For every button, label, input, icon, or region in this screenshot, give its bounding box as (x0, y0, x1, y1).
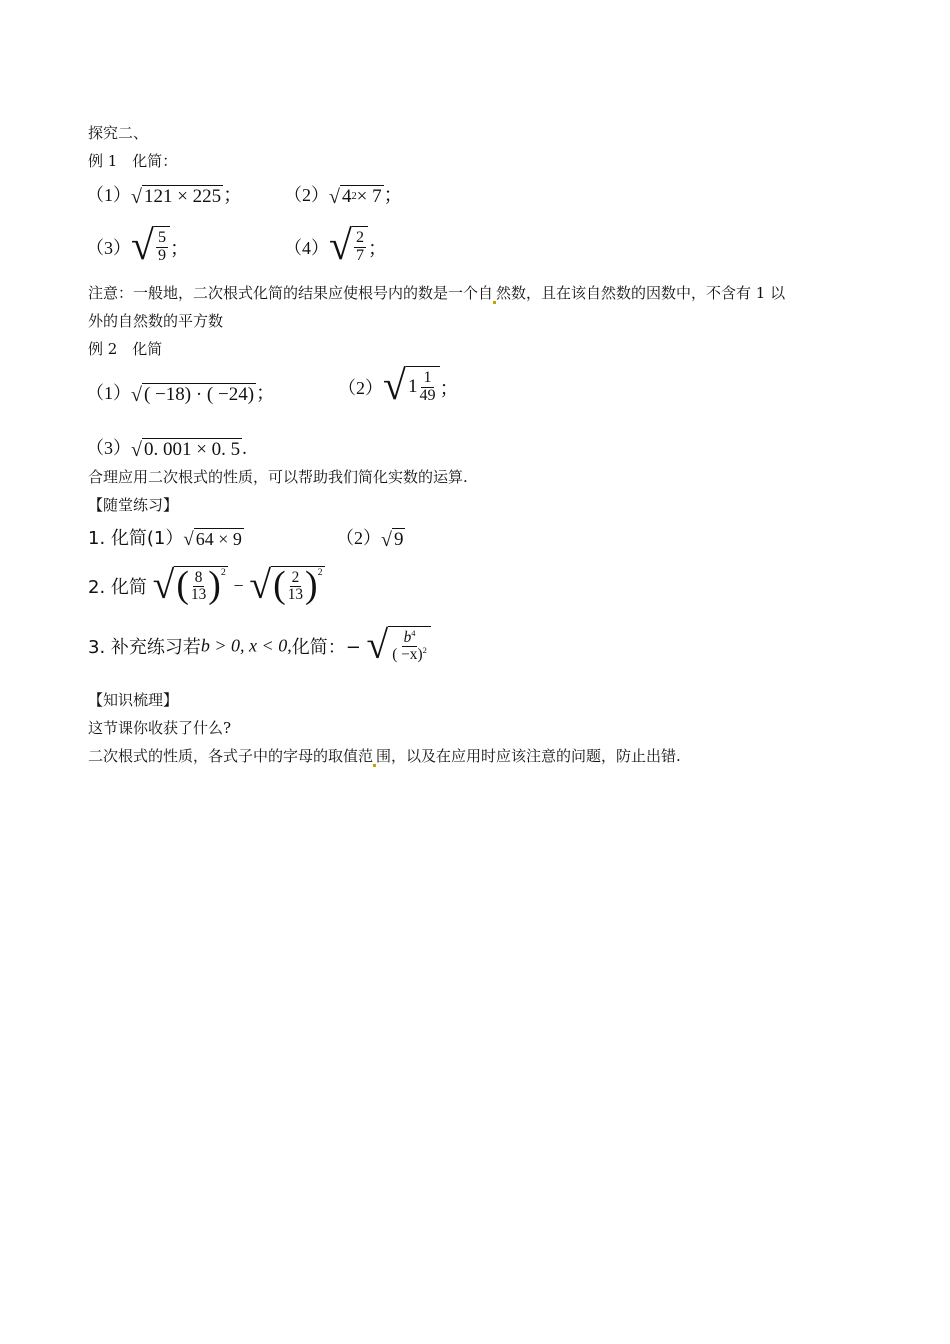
ex2-part1: （1） √ ( −18) · ( −24) ； (86, 383, 276, 407)
ex1-part4: （4） √ $\frac{2}{7}$ ； (284, 223, 388, 269)
practice-q1-part2: （2） √ 9 (336, 528, 404, 552)
ex1-part1: （1） √ 121 × 225 ； (86, 185, 243, 209)
example-2-title: 例 2 化简 (88, 340, 163, 358)
ex1-part3: （3） √ $\frac{5}{9}$ ； (86, 223, 190, 269)
practice-q1-radical: √ 64 × 9 (183, 528, 242, 550)
practice-q3: 3. 补充练习若b > 0, x < 0,化简：− √ $\frac{b^4}{( -x)^2}$ (88, 626, 431, 666)
practice-q2-radical-b: √ ( $\frac{2}{13}$ ) $^2$ (249, 563, 323, 607)
knowledge-answer: 二次根式的性质，各式子中的字母的取值范 围，以及在应用时应该注意的问题，防止出错. (88, 747, 681, 765)
example-1-title: 例 1 化简： (88, 152, 178, 170)
practice-q2: 2. 化简 √ ( $\frac{8}{13}$ ) $^2$ − √ ( $\frac{2}{13}$ ) $^2$ (88, 563, 323, 607)
note-line-1: 注意：一般地，二次根式化简的结果应使根号内的数是一个自 然数，且在该自然数的因数中，不含有 1 以 (88, 284, 786, 302)
note-line-2: 外的自然数的平方数 (88, 312, 224, 330)
practice-q1-part2-radical: √ 9 (381, 529, 404, 552)
ex2-part3-radical: √ 0. 001 × 0. 5 (131, 439, 241, 462)
section-heading: 探究二、 (88, 124, 149, 142)
practice-header: 【随堂练习】 (88, 496, 179, 514)
ex2-part1-radical: √ ( −18) · ( −24) (131, 384, 255, 407)
practice-q1: 1. 化简(1） √ 64 × 9 (88, 528, 242, 550)
ex1-part4-radical: √ $\frac{2}{7}$ (329, 226, 368, 268)
ex2-part2-radical: √ 1 $\frac{1}{49}$ (383, 366, 440, 408)
ex1-part2-radical: √ 4 2 × 7 (329, 186, 382, 209)
ex2-part3: （3） √ 0. 001 × 0. 5 . (86, 438, 247, 462)
knowledge-header: 【知识梳理】 (88, 691, 179, 709)
summary-line: 合理应用二次根式的性质，可以帮助我们简化实数的运算. (88, 468, 468, 486)
practice-q2-radical-a: √ ( $\frac{8}{13}$ ) $^2$ (152, 563, 226, 607)
knowledge-question: 这节课你收获了什么? (88, 719, 232, 737)
ex1-part1-radical: √ 121 × 225 (131, 186, 222, 209)
ex2-part2: （2） √ 1 $\frac{1}{49}$ ； (338, 363, 459, 409)
ex1-part2: （2） √ 4 2 × 7 ； (284, 185, 403, 209)
ex1-part3-radical: √ $\frac{5}{9}$ (131, 226, 170, 268)
practice-q3-radical: √ $\frac{b^4}{( -x)^2}$ (367, 626, 431, 666)
